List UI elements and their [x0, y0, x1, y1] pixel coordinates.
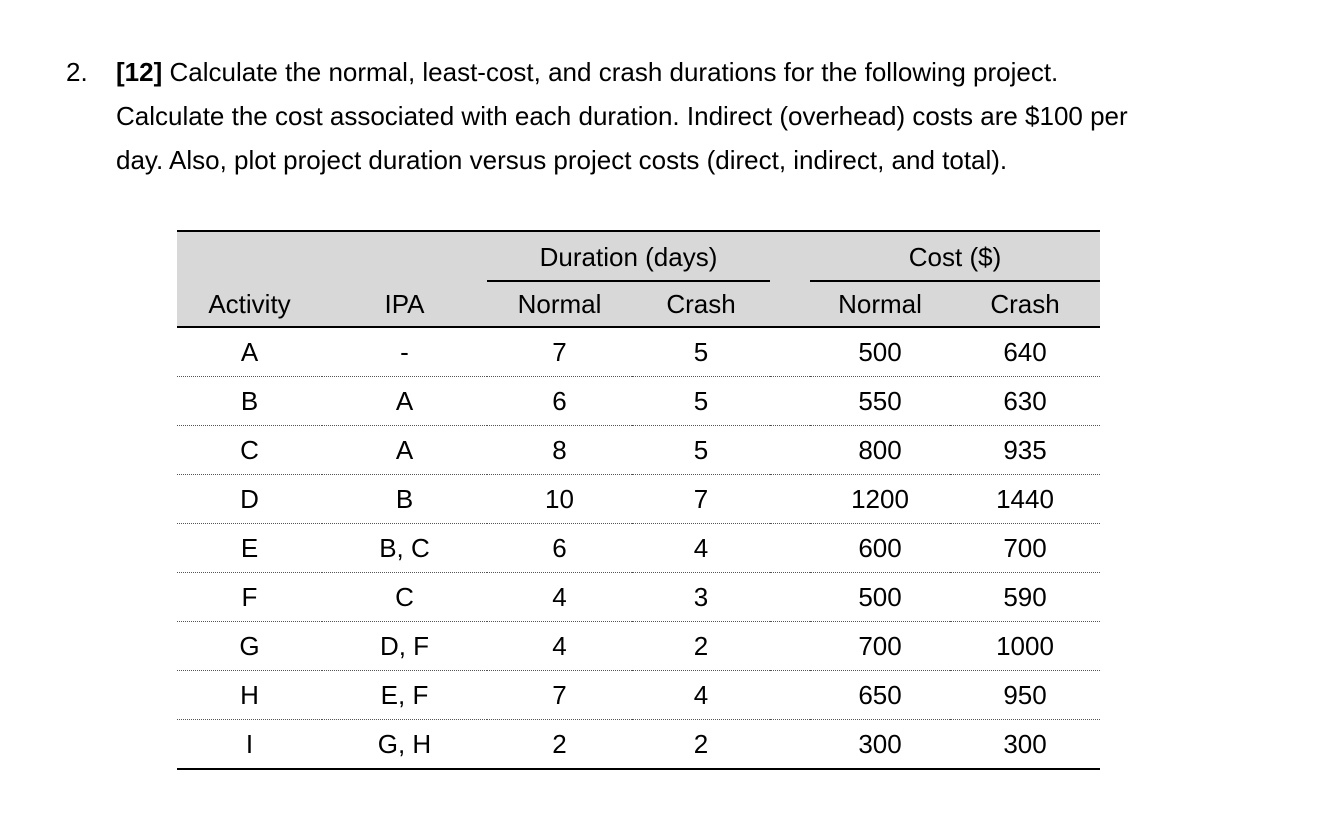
table-row [177, 524, 1100, 573]
column-header-cost-crash: Crash [950, 282, 1100, 327]
cell-duration-crash: 5 [632, 377, 770, 426]
cell-cost-crash: 590 [950, 573, 1100, 622]
cell-gap [770, 327, 810, 377]
table-row [177, 573, 1100, 622]
cell-activity: G [177, 622, 322, 671]
table-row [177, 426, 1100, 475]
empty-header-cell [322, 231, 487, 282]
cell-duration-crash: 5 [632, 426, 770, 475]
cell-cost-normal: 500 [810, 327, 950, 377]
column-header-duration-crash: Crash [632, 282, 770, 327]
cell-duration-crash: 2 [632, 720, 770, 770]
column-header-duration-normal: Normal [487, 282, 632, 327]
cell-duration-crash: 3 [632, 573, 770, 622]
cell-cost-normal: 550 [810, 377, 950, 426]
activity-table [177, 230, 1100, 770]
cell-activity: C [177, 426, 322, 475]
cell-duration-normal: 6 [487, 377, 632, 426]
header-gap-cell [770, 231, 810, 282]
cell-cost-crash: 935 [950, 426, 1100, 475]
cell-duration-normal: 6 [487, 524, 632, 573]
question-line-3: day. Also, plot project duration versus project costs (direct, indirect, and total). [116, 145, 1008, 175]
cell-ipa: A [322, 426, 487, 475]
table-row [177, 671, 1100, 720]
cell-cost-crash: 700 [950, 524, 1100, 573]
question-text [116, 50, 1286, 182]
question-number: 2. [66, 57, 88, 87]
cell-duration-normal: 4 [487, 573, 632, 622]
cell-cost-crash: 1440 [950, 475, 1100, 524]
question-line-2: Calculate the cost associated with each duration. Indirect (overhead) costs are $100 per [116, 101, 1128, 131]
cell-gap [770, 573, 810, 622]
cell-duration-normal: 10 [487, 475, 632, 524]
cell-activity: D [177, 475, 322, 524]
cell-cost-normal: 1200 [810, 475, 950, 524]
table-row [177, 720, 1100, 770]
cell-gap [770, 720, 810, 770]
cell-ipa: E, F [322, 671, 487, 720]
table-body [177, 327, 1100, 769]
cell-ipa: C [322, 573, 487, 622]
column-header-ipa: IPA [322, 282, 487, 327]
cell-activity: B [177, 377, 322, 426]
cell-duration-crash: 7 [632, 475, 770, 524]
table-row [177, 622, 1100, 671]
cell-cost-crash: 1000 [950, 622, 1100, 671]
cell-cost-normal: 300 [810, 720, 950, 770]
table-row [177, 475, 1100, 524]
cell-gap [770, 671, 810, 720]
cell-cost-normal: 600 [810, 524, 950, 573]
question-block [66, 50, 1286, 182]
cell-ipa: B, C [322, 524, 487, 573]
cell-activity: E [177, 524, 322, 573]
cell-activity: F [177, 573, 322, 622]
cell-ipa: G, H [322, 720, 487, 770]
cell-duration-normal: 4 [487, 622, 632, 671]
cell-duration-crash: 2 [632, 622, 770, 671]
empty-header-cell [177, 231, 322, 282]
cell-gap [770, 426, 810, 475]
cell-cost-crash: 950 [950, 671, 1100, 720]
cell-cost-crash: 640 [950, 327, 1100, 377]
table-row [177, 327, 1100, 377]
cell-duration-normal: 7 [487, 327, 632, 377]
cell-duration-normal: 2 [487, 720, 632, 770]
cell-gap [770, 377, 810, 426]
question-points: [12] [116, 57, 163, 87]
cell-gap [770, 475, 810, 524]
cell-cost-normal: 800 [810, 426, 950, 475]
cell-cost-crash: 630 [950, 377, 1100, 426]
table-column-header-row [177, 282, 1100, 327]
cell-ipa: - [322, 327, 487, 377]
project-activity-table [177, 230, 1100, 770]
column-header-cost-normal: Normal [810, 282, 950, 327]
cell-ipa: A [322, 377, 487, 426]
cell-ipa: B [322, 475, 487, 524]
cell-activity: H [177, 671, 322, 720]
cell-cost-normal: 650 [810, 671, 950, 720]
cell-gap [770, 622, 810, 671]
cell-duration-normal: 7 [487, 671, 632, 720]
column-header-activity: Activity [177, 282, 322, 327]
cell-duration-crash: 4 [632, 671, 770, 720]
table-row [177, 377, 1100, 426]
cell-gap [770, 524, 810, 573]
duration-group-header: Duration (days) [487, 231, 770, 282]
cell-cost-normal: 500 [810, 573, 950, 622]
cell-ipa: D, F [322, 622, 487, 671]
cost-group-header: Cost ($) [810, 231, 1100, 282]
cell-duration-crash: 5 [632, 327, 770, 377]
cell-duration-normal: 8 [487, 426, 632, 475]
cell-cost-crash: 300 [950, 720, 1100, 770]
cell-activity: I [177, 720, 322, 770]
table-group-header-row [177, 231, 1100, 282]
cell-activity: A [177, 327, 322, 377]
cell-cost-normal: 700 [810, 622, 950, 671]
cell-duration-crash: 4 [632, 524, 770, 573]
header-gap-cell [770, 282, 810, 327]
question-line-1: [12] Calculate the normal, least-cost, and crash durations for the following project. [116, 57, 1059, 87]
